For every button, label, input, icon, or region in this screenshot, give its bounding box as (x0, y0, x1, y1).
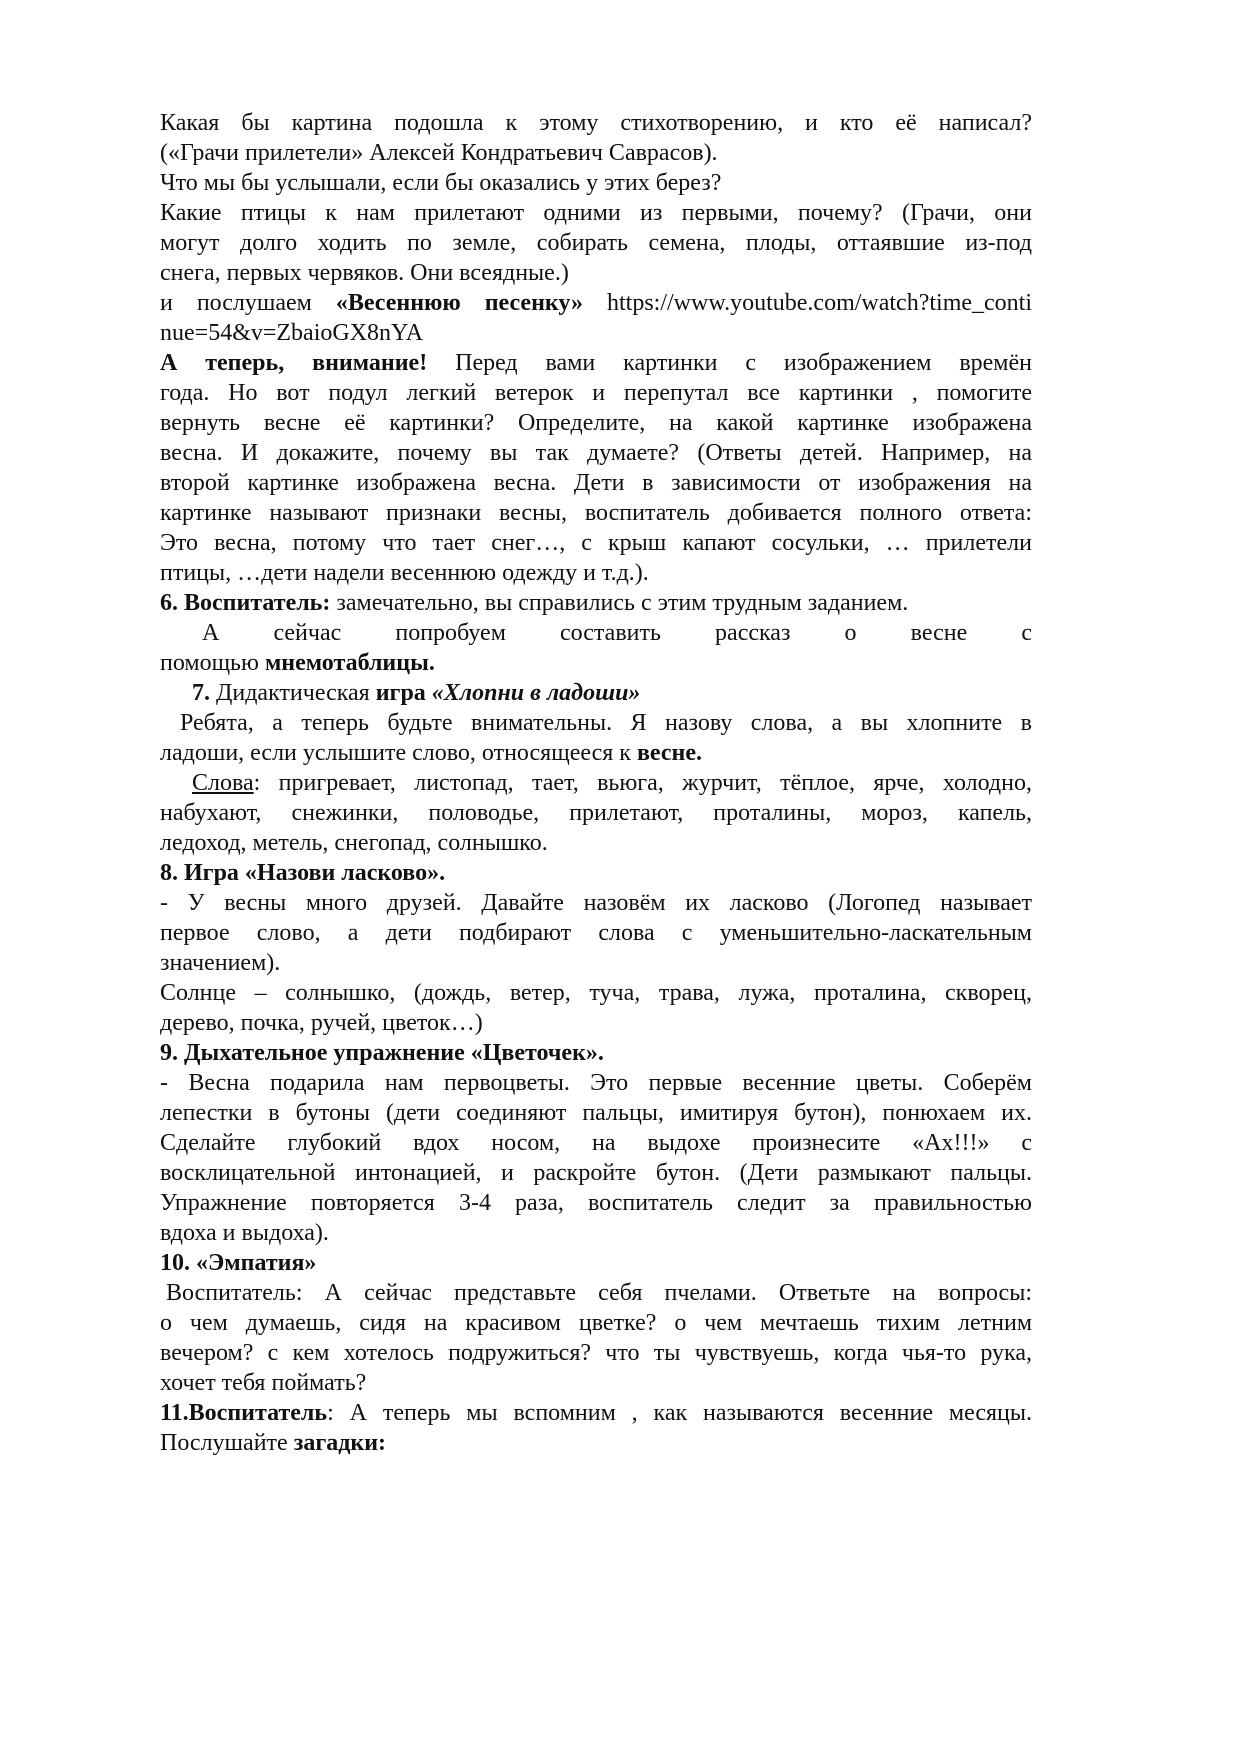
bold-text: 11.Воспитатель (160, 1400, 328, 1426)
text-segment: птицы, …дети надели весеннюю одежду и т.д.). (160, 560, 649, 586)
text-segment: дерево, почка, ручей, цветок…) (160, 1010, 483, 1036)
text-segment: весна. И докажите, почему вы так думаете? (Ответы детей. Например, на (160, 440, 1032, 466)
text-line (160, 1368, 1032, 1398)
text-segment: А сейчас попробуем составить рассказ о весне с (202, 620, 1032, 646)
bold-text: игра (375, 680, 426, 706)
bold-text: 10. «Эмпатия» (160, 1250, 317, 1276)
text-line (160, 528, 1032, 558)
text-line (160, 1038, 1032, 1068)
text-segment: первое слово, а дети подбирают слова с уменьшительно-ласкательным (160, 920, 1032, 946)
text-segment: ладоши, если услышите слово, относящееся к (160, 740, 637, 766)
underlined-text: Слова (192, 770, 254, 796)
text-segment: года. Но вот подул легкий ветерок и перепутал все картинки , помогите (160, 380, 1032, 406)
text-line (160, 648, 1032, 678)
text-segment: восклицательной интонацией, и раскройте бутон. (Дети размыкают пальцы. (160, 1160, 1032, 1186)
bold-text: А теперь, внимание! (160, 350, 428, 376)
text-line (160, 798, 1032, 828)
bold-text: 7. (192, 680, 210, 706)
bold-text: 9. Дыхательное упражнение «Цветочек». (160, 1040, 604, 1066)
text-line (180, 708, 1032, 738)
text-segment: Какие птицы к нам прилетают одними из первыми, почему? (Грачи, они (160, 200, 1032, 226)
bold-text: 8. Игра «Назови ласково». (160, 860, 446, 886)
bold-text: мнемотаблицы. (264, 650, 435, 676)
text-segment: («Грачи прилетели» Алексей Кондратьевич Саврасов). (160, 140, 718, 166)
text-line (160, 1218, 1032, 1248)
text-line (160, 1158, 1032, 1188)
text-line (160, 888, 1032, 918)
text-segment: вечером? с кем хотелось подружиться? что ты чувствуешь, когда чья-то рука, (160, 1340, 1032, 1366)
text-segment: Какая бы картина подошла к этому стихотворению, и кто её написал? (160, 110, 1032, 136)
text-line (160, 1428, 1032, 1458)
text-segment: nue=54&v=ZbaioGX8nYA (160, 320, 424, 346)
text-line (160, 1008, 1032, 1038)
bold-text: «Весеннюю песенку» (335, 290, 583, 316)
text-line (160, 378, 1032, 408)
bold-text: весне. (636, 740, 702, 766)
text-line (160, 228, 1032, 258)
text-segment: ледоход, метель, снегопад, солнышко. (160, 830, 548, 856)
text-segment: Сделайте глубокий вдох носом, на выдохе произнесите «Ах!!!» с (160, 1130, 1032, 1156)
text-line (160, 288, 1032, 318)
text-segment: значением). (160, 950, 281, 976)
text-line (160, 348, 1032, 378)
text-line (160, 318, 1032, 348)
text-line (160, 978, 1032, 1008)
text-line (160, 1338, 1032, 1368)
text-segment: Послушайте (160, 1430, 294, 1456)
text-line (202, 618, 1032, 648)
text-line (160, 438, 1032, 468)
text-segment: и послушаем (160, 290, 336, 316)
text-line (192, 768, 1032, 798)
text-segment: Дидактическая (210, 680, 376, 706)
text-segment: хочет тебя поймать? (160, 1370, 367, 1396)
text-segment: Ребята, а теперь будьте внимательны. Я назову слова, а вы хлопните в (180, 710, 1032, 736)
text-segment: Воспитатель: А сейчас представьте себя пчелами. Ответьте на вопросы: (166, 1280, 1032, 1306)
bold-text: 6. Воспитатель: (160, 590, 331, 616)
text-line (160, 498, 1032, 528)
text-line (160, 108, 1032, 138)
bold-text: загадки: (293, 1430, 387, 1456)
text-segment: : А теперь мы вспомним , как называются весенние месяцы. (327, 1400, 1032, 1426)
text-segment: вдоха и выдоха). (160, 1220, 329, 1246)
text-segment: https://www.youtube.com/watch?time_conti (583, 290, 1033, 316)
text-segment: замечательно, вы справились с этим трудным заданием. (330, 590, 909, 616)
text-line (160, 558, 1032, 588)
text-segment: вернуть весне её картинки? Определите, на какой картинке изображена (160, 410, 1032, 436)
text-line (160, 828, 1032, 858)
text-segment: набухают, снежинки, половодье, прилетают, проталины, мороз, капель, (160, 800, 1032, 826)
text-segment: - Весна подарила нам первоцветы. Это первые весенние цветы. Соберём (160, 1070, 1032, 1096)
text-segment: Упражнение повторяется 3-4 раза, воспитатель следит за правильностью (160, 1190, 1032, 1216)
text-segment: о чем думаешь, сидя на красивом цветке? о чем мечтаешь тихим летним (160, 1310, 1032, 1336)
text-line (160, 738, 1032, 768)
text-line (160, 138, 1032, 168)
text-segment: : пригревает, листопад, тает, вьюга, журчит, тёплое, ярче, холодно, (253, 770, 1032, 796)
text-segment: Солнце – солнышко, (дождь, ветер, туча, трава, лужа, проталина, скворец, (160, 980, 1032, 1006)
text-line (160, 1188, 1032, 1218)
text-segment: картинке называют признаки весны, воспитатель добивается полного ответа: (160, 500, 1032, 526)
text-line (160, 858, 1032, 888)
text-segment: Это весна, потому что тает снег…, с крыш капают сосульки, … прилетели (160, 530, 1032, 556)
text-segment: могут долго ходить по земле, собирать семена, плоды, оттаявшие из-под (160, 230, 1032, 256)
text-line (160, 1398, 1032, 1428)
text-segment: помощью (160, 650, 265, 676)
text-line (160, 918, 1032, 948)
text-segment: лепестки в бутоны (дети соединяют пальцы, имитируя бутон), понюхаем их. (160, 1100, 1032, 1126)
text-segment: - У весны много друзей. Давайте назовём их ласково (Логопед называет (160, 890, 1032, 916)
text-segment: снега, первых червяков. Они всеядные.) (160, 260, 569, 286)
text-line (160, 588, 1032, 618)
text-line (160, 948, 1032, 978)
text-line (160, 168, 1032, 198)
bold-text: «Хлопни в ладоши» (431, 680, 641, 706)
text-segment: второй картинке изображена весна. Дети в зависимости от изображения на (160, 470, 1032, 496)
text-segment: Что мы бы услышали, если бы оказались у этих берез? (160, 170, 722, 196)
text-line (160, 1098, 1032, 1128)
text-line (160, 198, 1032, 228)
text-line (192, 678, 1032, 708)
text-segment: Перед вами картинки с изображением времён (427, 350, 1032, 376)
text-line (160, 258, 1032, 288)
text-line (160, 1248, 1032, 1278)
text-line (160, 1068, 1032, 1098)
text-line (160, 468, 1032, 498)
text-line (166, 1278, 1032, 1308)
text-line (160, 408, 1032, 438)
text-line (160, 1308, 1032, 1338)
text-line (160, 1128, 1032, 1158)
